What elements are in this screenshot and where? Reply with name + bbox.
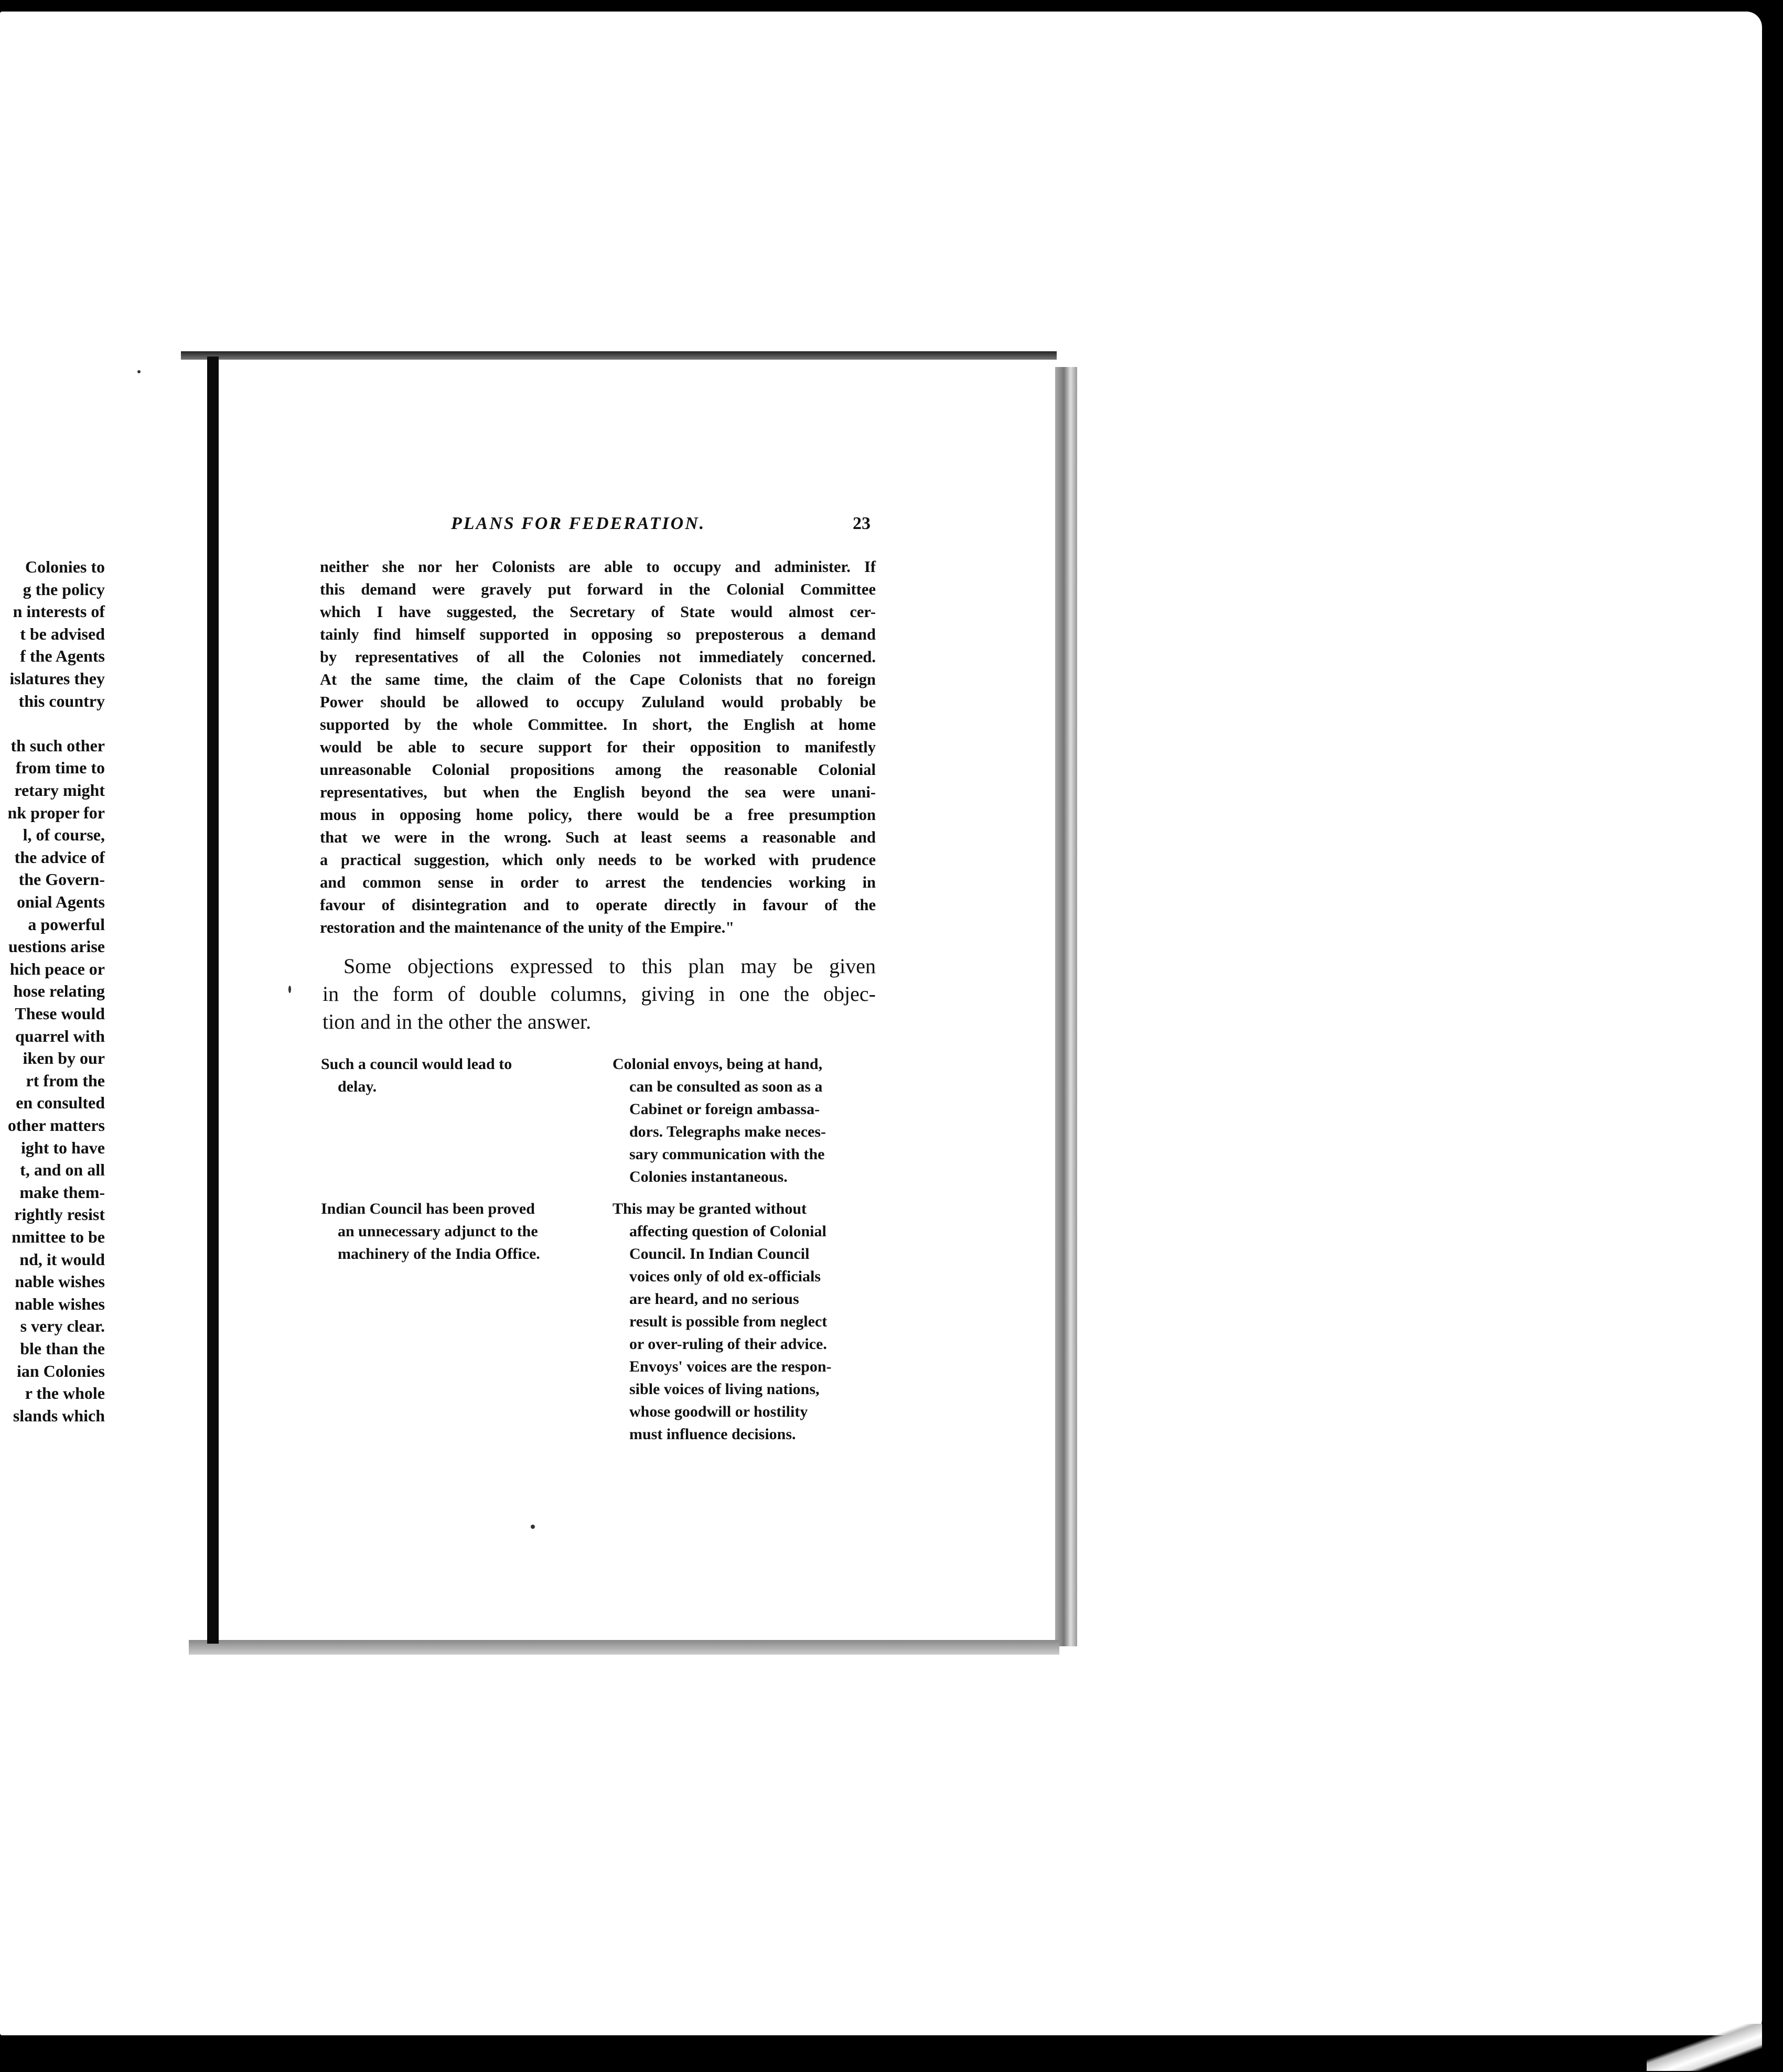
left-page-line: n interests of [13,602,105,621]
answer-line: Colonies instantaneous. [629,1168,788,1185]
answer-2 [613,1197,880,1445]
page-corner-curl [1647,2024,1762,2071]
left-page-line: the Govern- [18,870,105,889]
left-page-line: the advice of [14,847,105,867]
left-facing-page [0,556,107,1447]
left-page-line: f the Agents [20,646,105,666]
quote-line: by representatives of all the Colonies not immediately concerned. [320,648,876,666]
objection-line: Such a council would lead to [321,1055,512,1073]
answer-line: dors. Telegraphs make neces- [629,1123,826,1140]
book-top-edge [181,351,1057,360]
left-page-line: uestions arise [8,937,105,956]
left-page-line: iken by our [23,1049,105,1068]
objection-1 [321,1053,583,1098]
running-head-title: PLANS FOR FEDERATION. [451,514,706,533]
quote-line: unreasonable Colonial propositions among the reasonable Colonial [320,761,876,779]
intro-line: in the form of double columns, giving in one the objec- [323,982,876,1006]
objection-line: machinery of the India Office. [338,1245,540,1262]
intro-line: tion and in the other the answer. [323,1010,592,1033]
answer-line: whose goodwill or hostility [629,1403,808,1420]
answer-line: voices only of old ex-officials [629,1268,821,1285]
left-page-line: ight to have [21,1138,105,1157]
left-page-line: t, and on all [20,1160,105,1180]
book-binding [207,357,219,1644]
book-bottom-edge [189,1640,1059,1655]
left-page-line: other matters [7,1116,105,1135]
left-page-line: onial Agents [16,892,105,911]
answer-line: sible voices of living nations, [629,1380,820,1398]
quote-line: mous in opposing home policy, there would be a free presumption [320,806,876,824]
left-page-line: nk proper for [7,803,105,822]
objection-line: Indian Council has been proved [321,1200,535,1217]
left-page-line: l, of course, [23,825,105,845]
answer-line: Envoys' voices are the respon- [629,1358,832,1375]
quote-line: which I have suggested, the Secretary of State would almost cer- [320,603,876,621]
left-page-line: t be advised [20,624,105,643]
left-page-line: Colonies to [25,557,105,576]
speck [531,1525,535,1529]
quote-line: and common sense in order to arrest the tendencies working in [320,873,876,891]
answer-line: sary communication with the [629,1146,825,1163]
left-page-line: th such other [10,736,105,755]
answer-line: must influence decisions. [629,1426,796,1443]
left-page-line: en consulted [16,1093,105,1113]
left-page-line: nd, it would [19,1249,105,1269]
quote-line: tainly find himself supported in opposing so preposterous a demand [320,625,876,643]
quote-line: supported by the whole Committee. In short, the English at home [320,716,876,733]
left-page-line: this country [18,691,105,710]
intro-line: Some objections expressed to this plan may be given [343,954,876,978]
quote-line: Power should be allowed to occupy Zululand would probably be [320,693,876,711]
left-page-line: from time to [16,758,105,778]
quote-line: favour of disintegration and to operate directly in favour of the [320,896,876,914]
quote-line: that we were in the wrong. Such at least seems a reasonable and [320,828,876,846]
quote-line: a practical suggestion, which only needs to be worked with prudence [320,851,876,869]
answer-line: This may be granted without [613,1200,807,1217]
left-page-line: slands which [13,1406,105,1425]
left-page-line: g the policy [23,579,105,599]
quoted-passage [320,556,876,939]
answer-line: can be consulted as soon as a [629,1078,823,1095]
quote-line: neither she nor her Colonists are able to occupy and administer. If [320,558,876,576]
speck [137,370,141,373]
answer-line: are heard, and no serious [629,1290,799,1308]
quote-line: would be able to secure support for their opposition to manifestly [320,738,876,756]
running-head [451,514,871,540]
quote-line: this demand were gravely put forward in the Colonial Committee [320,580,876,598]
left-page-line: rightly resist [14,1205,105,1224]
objection-2 [321,1197,583,1265]
left-page-line: rt from the [26,1071,105,1090]
answer-1 [613,1053,880,1188]
answer-line: affecting question of Colonial [629,1223,826,1240]
page-number: 23 [853,514,871,533]
left-page-line: make them- [19,1182,105,1202]
left-page-line: quarrel with [15,1026,105,1045]
left-page-line: nmittee to be [12,1227,105,1246]
left-page-line: ian Colonies [16,1361,105,1380]
left-page-line: s very clear. [20,1316,105,1336]
speck [288,986,291,993]
intro-paragraph [323,952,876,1035]
objection-line: delay. [338,1078,377,1095]
answer-line: or over-ruling of their advice. [629,1335,827,1353]
answer-line: result is possible from neglect [629,1313,828,1330]
left-page-line: nable wishes [15,1294,105,1313]
left-page-line: hich peace or [9,959,105,978]
objection-line: an unnecessary adjunct to the [338,1223,538,1240]
quote-line: At the same time, the claim of the Cape Colonists that no foreign [320,671,876,688]
quote-line: representatives, but when the English beyond the sea were unani- [320,783,876,801]
left-page-line: ble than the [20,1339,105,1358]
answer-line: Cabinet or foreign ambassa- [629,1100,820,1118]
answer-line: Council. In Indian Council [629,1245,810,1262]
left-page-line: islatures they [9,669,105,688]
answer-line: Colonial envoys, being at hand, [613,1055,823,1073]
quote-line: restoration and the maintenance of the unity of the Empire." [320,919,735,936]
left-page-line: hose relating [13,981,105,1001]
left-page-line: r the whole [25,1384,105,1403]
left-page-line: These would [15,1004,105,1023]
left-page-line: nable wishes [15,1272,105,1291]
left-page-line: retary might [14,781,105,800]
left-page-line: a powerful [28,914,105,934]
book-fore-edge [1055,367,1077,1646]
